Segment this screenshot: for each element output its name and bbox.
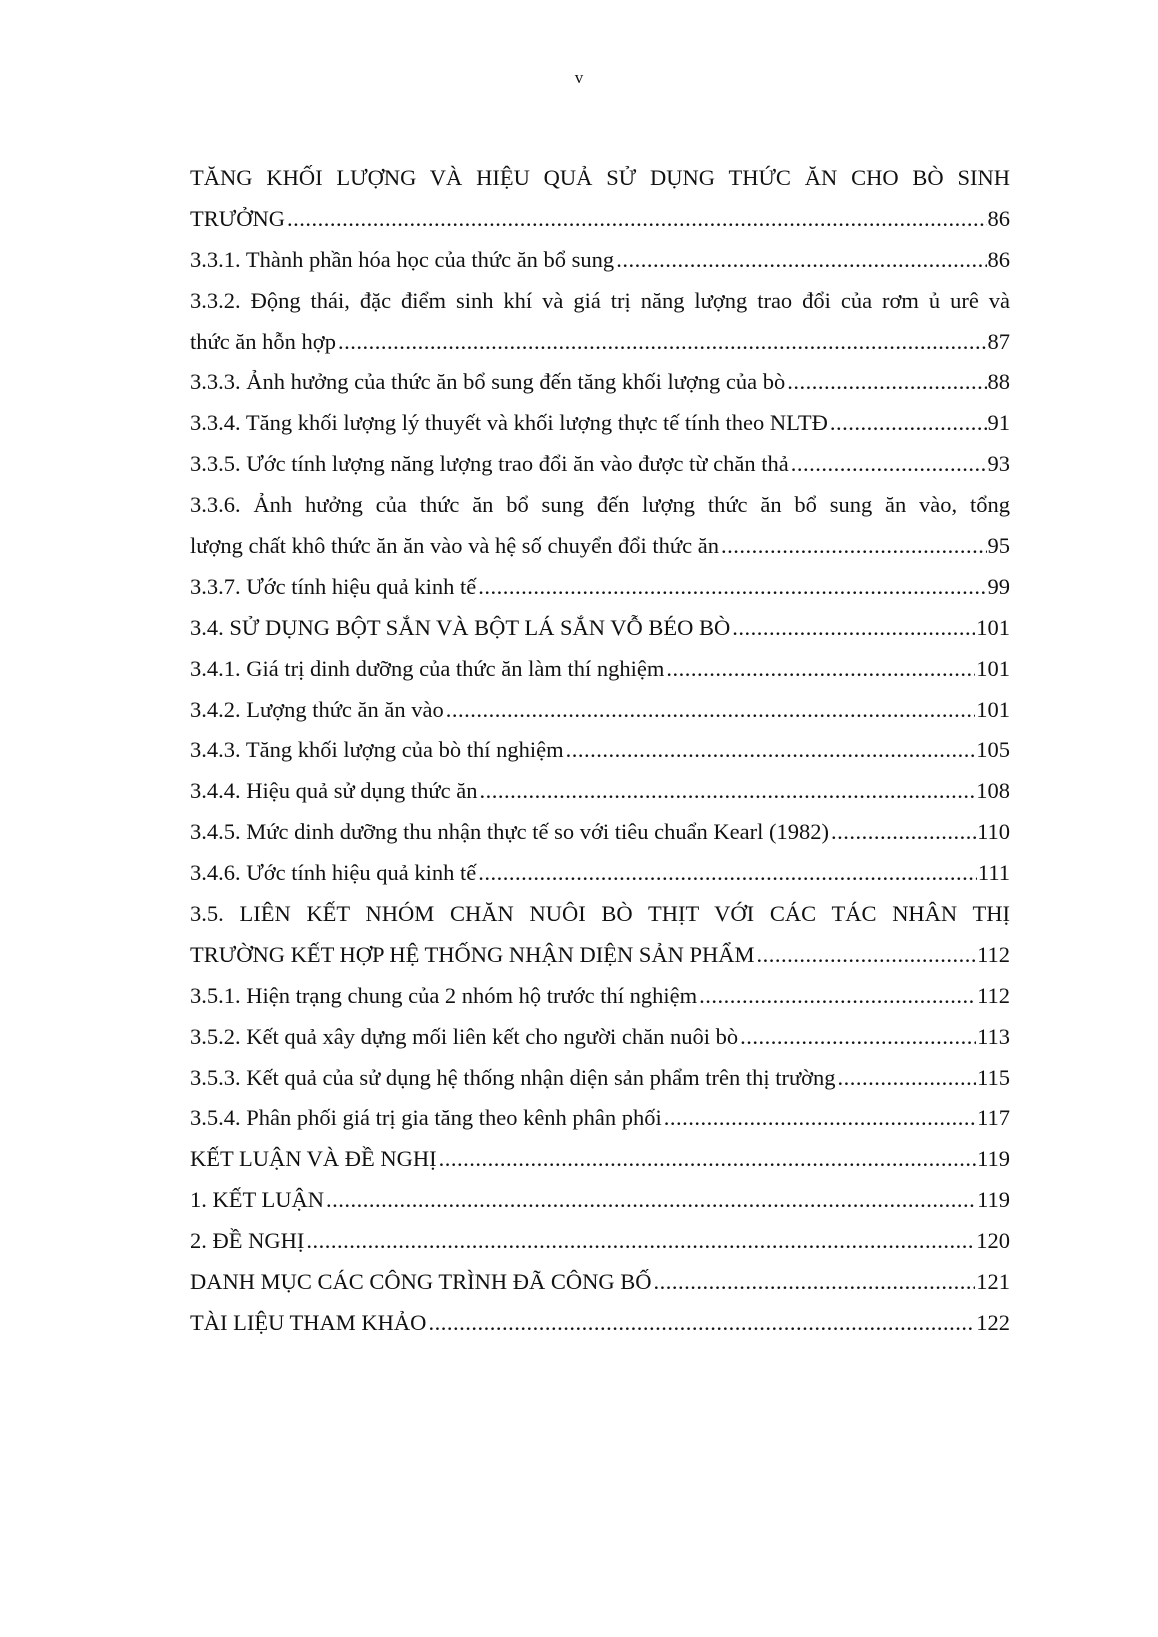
toc-entry-title: 1. KẾT LUẬN: [190, 1187, 324, 1213]
toc-entry-page: 120: [976, 1228, 1010, 1254]
dot-leader: [287, 199, 987, 240]
dot-leader: [721, 526, 987, 567]
toc-entry: [190, 976, 1010, 1017]
toc-entry: [190, 199, 1010, 240]
dot-leader: [654, 1262, 976, 1303]
toc-entry: [190, 526, 1010, 567]
toc-entry-page: 93: [987, 451, 1010, 477]
dot-leader: [439, 1139, 976, 1180]
toc-entry: [190, 608, 1010, 649]
toc-entry-title: TRƯỞNG: [190, 205, 285, 231]
toc-entry: [190, 1180, 1010, 1221]
dot-leader: [338, 322, 987, 363]
toc-entry-title: 3.5.4. Phân phối giá trị gia tăng theo kênh phân phối: [190, 1105, 662, 1131]
toc-entry-wrap-line: 3.3.2. Động thái, đặc điểm sinh khí và giá trị năng lượng trao đổi của rơm ủ urê và: [190, 287, 1010, 313]
toc-entry-title: 3.3.3. Ảnh hưởng của thức ăn bổ sung đến tăng khối lượng của bò: [190, 369, 786, 395]
toc-entry-page: 105: [976, 737, 1010, 763]
dot-leader: [732, 608, 975, 649]
dot-leader: [478, 853, 977, 894]
toc-entry-page: 111: [977, 860, 1010, 886]
toc-entry-page: 101: [976, 655, 1010, 681]
toc-entry-page: 101: [976, 614, 1010, 640]
dot-leader: [699, 976, 976, 1017]
dot-leader: [830, 403, 987, 444]
toc-entry-title: TÀI LIỆU THAM KHẢO: [190, 1309, 427, 1335]
dot-leader: [566, 730, 976, 771]
toc-entry-title: 3.4. SỬ DỤNG BỘT SẮN VÀ BỘT LÁ SẮN VỖ BÉO BÒ: [190, 614, 731, 640]
dot-leader: [740, 1017, 976, 1058]
toc-entry: [190, 240, 1010, 281]
dot-leader: [666, 649, 975, 690]
toc-entry: [190, 403, 1010, 444]
dot-leader: [306, 1221, 975, 1262]
toc-entry-wrap-line: 3.5. LIÊN KẾT NHÓM CHĂN NUÔI BÒ THỊT VỚI CÁC TÁC NHÂN THỊ: [190, 901, 1010, 927]
toc-entry-page: 113: [977, 1023, 1010, 1049]
toc-entry-title: 3.3.5. Ước tính lượng năng lượng trao đổi ăn vào được từ chăn thả: [190, 451, 789, 477]
toc-entry-page: 112: [977, 941, 1010, 967]
toc-entry: [190, 1303, 1010, 1344]
toc-entry-page: 117: [977, 1105, 1010, 1131]
toc-entry: [190, 1017, 1010, 1058]
dot-leader: [478, 567, 986, 608]
toc-entry-page: 99: [987, 573, 1010, 599]
toc-entry-page: 86: [987, 246, 1010, 272]
dot-leader: [616, 240, 986, 281]
toc-entry-title: DANH MỤC CÁC CÔNG TRÌNH ĐÃ CÔNG BỐ: [190, 1269, 652, 1295]
toc-entry-page: 95: [987, 533, 1010, 559]
toc-entry-title: 3.4.4. Hiệu quả sử dụng thức ăn: [190, 778, 478, 804]
toc-entry: [190, 853, 1010, 894]
toc-entry: [190, 362, 1010, 403]
toc-entry-title: 2. ĐỀ NGHỊ: [190, 1228, 305, 1254]
toc-entry-title: 3.5.2. Kết quả xây dựng mối liên kết cho người chăn nuôi bò: [190, 1023, 739, 1049]
toc-entry: [190, 322, 1010, 363]
dot-leader: [787, 362, 986, 403]
toc-entry-title: 3.5.1. Hiện trạng chung của 2 nhóm hộ trước thí nghiệm: [190, 982, 698, 1008]
toc-entry: [190, 935, 1010, 976]
toc-entry-title: 3.4.1. Giá trị dinh dưỡng của thức ăn làm thí nghiệm: [190, 655, 665, 681]
toc-entry-page: 119: [977, 1146, 1010, 1172]
toc-entry-page: 110: [977, 819, 1010, 845]
toc-entry-title: 3.4.6. Ước tính hiệu quả kinh tế: [190, 860, 477, 886]
dot-leader: [838, 1058, 977, 1099]
toc-entry-title: 3.4.2. Lượng thức ăn ăn vào: [190, 696, 444, 722]
toc-entry: [190, 1139, 1010, 1180]
toc-entry-wrap-line: TĂNG KHỐI LƯỢNG VÀ HIỆU QUẢ SỬ DỤNG THỨC ĂN CHO BÒ SINH: [190, 165, 1010, 190]
toc-entry: [190, 567, 1010, 608]
toc-entry-page: 112: [977, 982, 1010, 1008]
toc-entry-page: 108: [976, 778, 1010, 804]
toc-entry-title: 3.4.3. Tăng khối lượng của bò thí nghiệm: [190, 737, 564, 763]
dot-leader: [446, 690, 976, 731]
toc-entry-title: TRƯỜNG KẾT HỢP HỆ THỐNG NHẬN DIỆN SẢN PHẨM: [190, 941, 755, 967]
toc-entry: [190, 1262, 1010, 1303]
dot-leader: [831, 812, 976, 853]
toc-entry-wrap-line: 3.3.6. Ảnh hưởng của thức ăn bổ sung đến lượng thức ăn bổ sung ăn vào, tổng: [190, 492, 1010, 518]
toc-entry-page: 101: [976, 696, 1010, 722]
toc-entry-page: 91: [987, 410, 1010, 436]
toc-entry-page: 121: [976, 1269, 1010, 1295]
toc-entry-title: 3.3.4. Tăng khối lượng lý thuyết và khối lượng thực tế tính theo NLTĐ: [190, 410, 828, 436]
toc-entry: [190, 730, 1010, 771]
toc-entry-page: 86: [987, 205, 1010, 231]
toc-entry-title: 3.5.3. Kết quả của sử dụng hệ thống nhận diện sản phẩm trên thị trường: [190, 1064, 836, 1090]
dot-leader: [757, 935, 977, 976]
toc-entry-page: 122: [976, 1309, 1010, 1335]
toc-entry-title: 3.4.5. Mức dinh dưỡng thu nhận thực tế so với tiêu chuẩn Kearl (1982): [190, 819, 830, 845]
toc-entry-page: 88: [987, 369, 1010, 395]
toc-entry-page: 87: [987, 328, 1010, 354]
page-number: v: [574, 68, 584, 87]
toc-entry-page: 119: [977, 1187, 1010, 1213]
dot-leader: [326, 1180, 976, 1221]
toc-entry-title: 3.3.1. Thành phần hóa học của thức ăn bổ sung: [190, 246, 615, 272]
toc-entry-title: KẾT LUẬN VÀ ĐỀ NGHỊ: [190, 1146, 437, 1172]
toc-entry: [190, 649, 1010, 690]
toc-entry: [190, 1221, 1010, 1262]
toc-entry: [190, 444, 1010, 485]
table-of-contents: [190, 158, 1010, 1344]
toc-entry: [190, 1098, 1010, 1139]
toc-entry-title: lượng chất khô thức ăn ăn vào và hệ số chuyển đổi thức ăn: [190, 533, 719, 559]
toc-entry: [190, 812, 1010, 853]
dot-leader: [664, 1098, 976, 1139]
dot-leader: [791, 444, 987, 485]
toc-entry: [190, 1058, 1010, 1099]
toc-entry-title: thức ăn hỗn hợp: [190, 328, 336, 354]
toc-entry-title: 3.3.7. Ước tính hiệu quả kinh tế: [190, 573, 477, 599]
dot-leader: [479, 771, 975, 812]
dot-leader: [428, 1303, 975, 1344]
toc-entry-page: 115: [977, 1064, 1010, 1090]
toc-entry: [190, 771, 1010, 812]
toc-entry: [190, 690, 1010, 731]
